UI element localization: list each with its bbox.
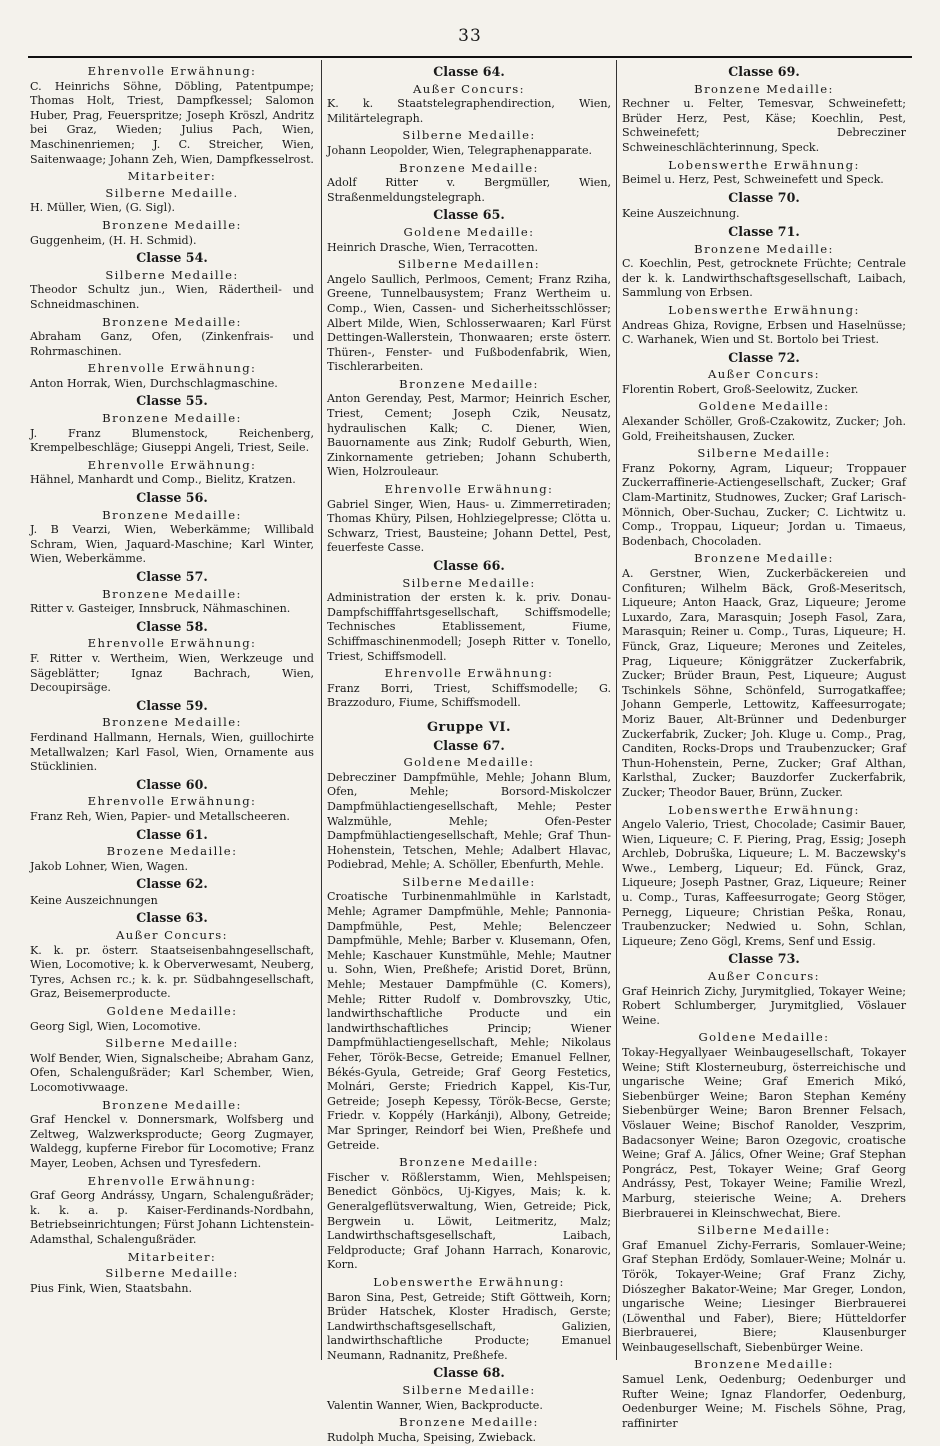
entry-paragraph: Graf Emanuel Zichy-Ferraris, Somlauer-Weine; Graf Stephan Erdödy, Somlauer-Weine; Molnár u. Török, Tokayer-Weine; Graf Franz Zichy, Diószegher Bakator-Weine; Mar Greger, London, ungarische Weine; Liesinger Bierbrauerei (Löwenthal und Faber), Biere; Hütteldorfer Bierbrauerei, Biere; Klausenburger Weinbaugesellschaft, Siebenbürger Weine. (622, 1238, 906, 1354)
section-heading: Lobenswerthe Erwähnung: (373, 1274, 565, 1289)
entry-paragraph: Valentin Wanner, Wien, Backproducte. (327, 1398, 543, 1412)
page-number: 33 (458, 26, 482, 46)
section-heading: Bronzene Medaille: (694, 241, 834, 256)
section-heading: Ehrenvolle Erwähnung: (384, 482, 554, 497)
entry-paragraph: Ritter v. Gasteiger, Innsbruck, Nähmaschinen. (30, 602, 291, 616)
column-divider (616, 60, 617, 1360)
entry-paragraph: Angelo Valerio, Triest, Chocolade; Casimir Bauer, Wien, Liqueure; C. F. Piering, Prag, Essig; Joseph Archleb, Dobruška, Liqueure; L. M. Baczewsky's Wwe., Lemberg, Liqueur; Ed. Fünck, Graz, Liqueure; Joseph Pastner, Graz, Liqueure; Reiner u. Comp., Turas, Kaffeesurrogate; Georg Stöger, Pernegg, Liqueure; Christian Peška, Ronau, Traubenzucker; Nedwied u. Sohn, Schlan, Liqueure; Zeno Gögl, Krems, Senf und Essig. (622, 818, 906, 948)
header-rule (28, 56, 912, 58)
class-heading: Classe 56. (136, 490, 208, 506)
entry-paragraph: K. k. pr. österr. Staatseisenbahngesellschaft, Wien, Locomotive; k. k Oberverwesamt, Neuberg, Tyres, Achsen rc.; k. k. pr. Südbahngesellschaft, Graz, Beisemerproducte. (30, 943, 314, 1001)
entry-paragraph: Angelo Saullich, Perlmoos, Cement; Franz Rziha, Greene, Tunnelbausystem; Franz Wertheim u. Comp., Wien, Cassen- und Sicherheitsschlösser; Albert Milde, Wien, Schlosserwaaren; Karl Fürst Dettingen-Wallerstein, Thonwaaren; erste österr. Thüren-, Fenster- und Fußbodenfabrik, Wien, Tischlerarbeiten. (327, 272, 611, 374)
class-heading: Classe 70. (728, 189, 800, 205)
section-heading: Goldene Medaille: (106, 1004, 238, 1019)
entry-paragraph: Croatische Turbinenmahlmühle in Karlstadt, Mehle; Agramer Dampfmühle, Mehle; Pannonia-Dampfmühle, Pest, Mehle; Belenczeer Dampfmühle, Mehle; Barber v. Klusemann, Ofen, Mehle; Kaschauer Kunstmühle, Mehle; Mautner u. Sohn, Wien, Preßhefe; Aristid Doret, Brünn, Mehle; Mestauer Dampfmühle (C. Komers), Mehle; Ritter Rudolf v. Dombrovszky, Utic, landwirthschaftliche Producte und ein landwirthschaftliches Princip; Wiener Dampfmühlactiengesellschaft, Mehle; Nikolaus Feher, Török-Becse, Getreide; Emanuel Fellner, Békés-Gyula, Getreide; Graf Georg Festetics, Molnári, Gerste; Friedrich Kappel, Kis-Tur, Getreide; Joseph Kepessy, Török-Becse, Gerste; Friedr. v. Koppély (Harkánji), Albony, Getreide; Mar Springer, Reindorf bei Wien, Preßhefe und Getreide. (327, 890, 611, 1152)
class-heading: Classe 65. (433, 207, 505, 223)
entry-paragraph: Franz Pokorny, Agram, Liqueur; Troppauer Zuckerraffinerie-Actiengesellschaft, Zucker; Graf Clam-Martinitz, Studnowes, Zucker; Graf Larisch-Mönnich, Ober-Suchau, Zucker; C. Lichtwitz u. Comp., Troppau, Liqueur; Jordan u. Timaeus, Bodenbach, Chocoladen. (622, 461, 906, 548)
entry-paragraph: Theodor Schultz jun., Wien, Rädertheil- und Schneidmaschinen. (30, 283, 314, 311)
entry-paragraph: Fischer v. Rößlerstamm, Wien, Mehlspeisen; Benedict Gönböcs, Uj-Kigyes, Mais; k. k. Generalgeflütsverwaltung, Wien, Getreide; Pick, Bergwein u. Löwit, Leitmeritz, Malz; Landwirthschaftsgesellschaft, Laibach, Feldproducte; Graf Johann Harrach, Konarovic, Korn. (327, 1170, 611, 1272)
section-heading: Silberne Medaille: (402, 575, 536, 590)
class-heading: Classe 73. (728, 951, 800, 967)
entry-paragraph: Anton Gerenday, Pest, Marmor; Heinrich Escher, Triest, Cement; Joseph Czik, Neusatz, hydraulischen Kalk; C. Diener, Wien, Bauornamente aus Zink; Rudolf Geburth, Wien, Zinkornamente getrieben; Johann Schuberth, Wien, Holzrouleaur. (327, 392, 611, 479)
section-heading: Goldene Medaille: (403, 224, 535, 239)
entry-paragraph: J. B Vearzi, Wien, Weberkämme; Willibald Schram, Wien, Jaquard-Maschine; Karl Winter, Wien, Weberkämme. (30, 523, 314, 566)
entry-paragraph: K. k. Staatstelegraphendirection, Wien, Militärtelegraph. (327, 97, 611, 125)
entry-paragraph: Graf Henckel v. Donnersmark, Wolfsberg und Zeltweg, Walzwerksproducte; Georg Zugmayer, Waldegg, kupferne Firebor für Locomotive; Franz Mayer, Leoben, Achsen und Tyresfedern. (30, 1113, 314, 1170)
section-heading: Außer Concurs: (413, 81, 525, 96)
section-heading: Bronzene Medaille: (102, 507, 242, 522)
section-heading: Bronzene Medaille: (694, 81, 834, 96)
section-heading: Lobenswerthe Erwähnung: (668, 302, 860, 317)
section-heading: Silberne Medaille: (697, 1223, 831, 1238)
section-heading: Bronzene Medaille: (102, 314, 242, 329)
section-heading: Bronzene Medaille: (102, 586, 242, 601)
class-heading: Classe 61. (136, 826, 208, 842)
section-heading: Goldene Medaille: (698, 399, 830, 414)
entry-paragraph: J. Franz Blumenstock, Reichenberg, Krempelbeschläge; Giuseppi Angeli, Triest, Seile. (30, 426, 314, 455)
entry-paragraph: F. Ritter v. Wertheim, Wien, Werkzeuge und Sägeblätter; Ignaz Bachrach, Wien, Decoupirsäge. (30, 651, 314, 695)
entry-paragraph: Jakob Lohner, Wien, Wagen. (30, 859, 189, 873)
entry-paragraph: Georg Sigl, Wien, Locomotive. (30, 1019, 201, 1033)
entry-paragraph: Florentin Robert, Groß-Seelowitz, Zucker. (622, 382, 859, 396)
entry-paragraph: Johann Leopolder, Wien, Telegraphenapparate. (327, 143, 593, 157)
section-heading: Silberne Medaille: (105, 267, 239, 282)
entry-paragraph: A. Gerstner, Wien, Zuckerbäckereien und Confituren; Wilhelm Bäck, Groß-Meseritsch, Liqueure; Anton Haack, Graz, Liqueure; Jerome Luxardo, Zara, Marasquin; Joseph Fasol, Zara, Marasquin; Reiner u. Comp., Turas, Liqueure; H. Fünck, Graz, Liqueure; Merones und Zeiteles, Prag, Liqueure; Königgrätzer Zuckerfabrik, Zucker; Brüder Braun, Pest, Liqueure; August Tschinkels Söhne, Schönfeld, Surrogatkaffee; Johann Gemperle, Lettowitz, Kaffeesurrogate; Moriz Bauer, Alt-Brünner und Dedenburger Zuckerfabrik, Zucker; Joh. Kluge u. Comp., Prag, Canditen, Rocks-Drops und Traubenzucker; Graf Thun-Hohenstein, Perne, Zucker; Graf Althan, Karlsthal, Zucker; Bauzdorfer Zuckerfabrik, Zucker; Theodor Bauer, Brünn, Zucker. (622, 567, 906, 799)
entry-paragraph: Rechner u. Felter, Temesvar, Schweinefett; Brüder Herz, Pest, Käse; Koechlin, Pest, Schweinefett; Debrecziner Schweineschlächterinnung, Speck. (622, 97, 906, 154)
entry-paragraph: Keine Auszeichnung. (622, 207, 740, 221)
section-heading: Silberne Medaille. (105, 185, 239, 200)
section-heading: Bronzene Medaille: (694, 551, 834, 566)
entry-paragraph: Pius Fink, Wien, Staatsbahn. (30, 1281, 193, 1295)
entry-paragraph: Baron Sina, Pest, Getreide; Stift Göttweih, Korn; Brüder Hatschek, Kloster Hradisch, Gerste; Landwirthschaftsgesellschaft, Galizien, landwirthschaftliche Producte; Emanuel Neumann, Radnanitz, Preßhefe. (327, 1290, 611, 1362)
section-heading: Bronzene Medaille: (102, 715, 242, 730)
entry-paragraph: Wolf Bender, Wien, Signalscheibe; Abraham Ganz, Ofen, Schalengußräder; Karl Schember, Wien, Locomotivwaage. (30, 1051, 314, 1094)
column-2 (327, 62, 611, 1446)
class-heading: Classe 60. (136, 776, 208, 792)
entry-paragraph: Debrecziner Dampfmühle, Mehle; Johann Blum, Ofen, Mehle; Borsord-Miskolczer Dampfmühlactiengesellschaft, Mehle; Pester Walzmühle, Mehle; Ofen-Pester Dampfmühlactiengesellschaft, Mehle; Graf Thun-Hohenstein, Tetschen, Mehle; Adalbert Hlavac, Podiebrad, Mehle; A. Schöller, Ebenfurth, Mehle. (327, 770, 611, 872)
column-divider (321, 60, 322, 1360)
section-heading: Silberne Medaillen: (397, 257, 541, 272)
entry-paragraph: Gabriel Singer, Wien, Haus- u. Zimmerretiraden; Thomas Khüry, Pilsen, Hohlziegelpresse; Clötta u. Schwarz, Triest, Bausteine; Johann Dettel, Pest, feuerfeste Casse. (327, 497, 611, 555)
section-heading: Mitarbeiter: (127, 1249, 217, 1264)
entry-paragraph: Graf Georg Andrássy, Ungarn, Schalengußräder; k. k. a. p. Kaiser-Ferdinands-Nordbahn, Betriebseinrichtungen; Fürst Johann Lichtenstein-Adamsthal, Schalengußräder. (30, 1189, 314, 1246)
column-3 (622, 62, 906, 1432)
section-heading: Bronzene Medaille: (102, 411, 242, 426)
entry-paragraph: Hähnel, Manhardt und Comp., Bielitz, Kratzen. (30, 473, 296, 487)
entry-paragraph: Keine Auszeichnungen (30, 893, 158, 907)
section-heading: Brozene Medaille: (106, 844, 238, 859)
section-heading: Goldene Medaille: (403, 755, 535, 770)
class-heading: Classe 57. (136, 569, 208, 584)
section-heading: Lobenswerthe Erwähnung: (668, 157, 860, 172)
class-heading: Classe 58. (136, 618, 208, 634)
entry-paragraph: Franz Borri, Triest, Schiffsmodelle; G. Brazzoduro, Fiume, Schiffsmodell. (327, 681, 611, 710)
class-heading: Classe 68. (433, 1365, 505, 1381)
entry-paragraph: Adolf Ritter v. Bergmüller, Wien, Straßenmeldungstelegraph. (327, 176, 611, 204)
section-heading: Außer Concurs: (116, 928, 228, 943)
class-heading: Classe 55. (136, 393, 208, 409)
entry-paragraph: Anton Horrak, Wien, Durchschlagmaschine. (30, 376, 278, 390)
section-heading: Bronzene Medaille: (102, 217, 242, 232)
section-heading: Ehrenvolle Erwähnung: (87, 794, 257, 809)
section-heading: Ehrenvolle Erwähnung: (87, 1173, 257, 1188)
class-heading: Classe 72. (728, 349, 800, 365)
section-heading: Ehrenvolle Erwähnung: (87, 636, 257, 651)
entry-paragraph: Franz Reh, Wien, Papier- und Metallscheeren. (30, 809, 290, 823)
class-heading: Classe 71. (728, 223, 800, 239)
section-heading: Ehrenvolle Erwähnung: (87, 64, 257, 78)
section-heading: Außer Concurs: (708, 367, 820, 382)
section-heading: Bronzene Medaille: (399, 1415, 539, 1430)
section-heading: Ehrenvolle Erwähnung: (87, 361, 257, 376)
section-heading: Bronzene Medaille: (399, 376, 539, 391)
section-heading: Bronzene Medaille: (399, 160, 539, 175)
section-heading: Silberne Medaille: (105, 1036, 239, 1051)
entry-paragraph: H. Müller, Wien, (G. Sigl). (30, 201, 176, 215)
class-heading: Classe 54. (136, 250, 208, 266)
entry-paragraph: Abraham Ganz, Ofen, (Zinkenfrais- und Rohrmaschinen. (30, 330, 314, 358)
entry-paragraph: Alexander Schöller, Groß-Czakowitz, Zucker; Joh. Gold, Freiheitshausen, Zucker. (622, 415, 906, 443)
section-heading: Bronzene Medaille: (399, 1155, 539, 1170)
entry-paragraph: Administration der ersten k. k. priv. Donau-Dampfschifffahrtsgesellschaft, Schiffsmodelle; Technisches Etablissement, Fiume, Schiffmaschinenmodell; Joseph Ritter v. Tonello, Triest, Schiffsmodell. (327, 591, 611, 663)
section-heading: Bronzene Medaille: (694, 1357, 834, 1372)
entry-paragraph: C. Heinrichs Söhne, Döbling, Patentpumpe; Thomas Holt, Triest, Dampfkessel; Salomon Huber, Prag, Feuerspritze; Joseph Kröszl, Andritz bei Graz, Wieden; Julius Pach, Wien, Maschinenriemen; J. C. Streicher, Wien, Saitenwaage; Johann Zeh, Wien, Dampfkesselrost. (30, 79, 314, 166)
entry-paragraph: Graf Heinrich Zichy, Jurymitglied, Tokayer Weine; Robert Schlumberger, Jurymitglied, Vöslauer Weine. (622, 984, 906, 1027)
group-heading: Gruppe VI. (426, 719, 512, 735)
entry-paragraph: Samuel Lenk, Oedenburg; Oedenburger und Rufter Weine; Ignaz Flandorfer, Oedenburg, Oedenburger Weine; M. Fischels Söhne, Prag, raffinirter (622, 1373, 906, 1430)
section-heading: Silberne Medaille: (402, 1383, 536, 1398)
section-heading: Silberne Medaille: (105, 1266, 239, 1281)
section-heading: Goldene Medaille: (698, 1030, 830, 1045)
entry-paragraph: Andreas Ghiza, Rovigne, Erbsen und Haselnüsse; C. Warhanek, Wien und St. Bortolo bei Triest. (622, 318, 906, 347)
class-heading: Classe 62. (136, 876, 208, 892)
section-heading: Mitarbeiter: (127, 169, 217, 184)
section-heading: Außer Concurs: (708, 969, 820, 984)
section-heading: Ehrenvolle Erwähnung: (87, 457, 257, 472)
section-heading: Silberne Medaille: (402, 128, 536, 143)
section-heading: Lobenswerthe Erwähnung: (668, 802, 860, 817)
section-heading: Silberne Medaille: (697, 446, 831, 461)
class-heading: Classe 63. (136, 910, 208, 926)
section-heading: Silberne Medaille: (402, 874, 536, 889)
entry-paragraph: Heinrich Drasche, Wien, Terracotten. (327, 240, 539, 254)
entry-paragraph: Guggenheim, (H. H. Schmid). (30, 233, 197, 247)
entry-paragraph: Tokay-Hegyallyaer Weinbaugesellschaft, Tokayer Weine; Stift Klosterneuburg, österreichische und ungarische Weine; Graf Emerich Mikó, Siebenbürger Weine; Baron Stephan Kemény Siebenbürger Weine; Baron Brenner Felsach, Vöslauer Weine; Bischof Ranolder, Veszprim, Badacsonyer Weine; Baron Ozegovic, croatische Weine; Graf A. Jálics, Ofner Weine; Graf Stephan Pongrácz, Pest, Tokayer Weine; Graf Georg Andrássy, Pest, Tokayer Weine; Familie Wrezl, Marburg, steierische Weine; A. Drehers Bierbrauerei in Kleinschwechat, Biere. (622, 1046, 906, 1220)
class-heading: Classe 64. (433, 64, 505, 79)
entry-paragraph: Beimel u. Herz, Pest, Schweinefett und Speck. (622, 173, 884, 187)
entry-paragraph: Ferdinand Hallmann, Hernals, Wien, guillochirte Metallwalzen; Karl Fasol, Wien, Ornamente aus Stücklinien. (30, 730, 314, 774)
section-heading: Ehrenvolle Erwähnung: (384, 666, 554, 681)
class-heading: Classe 67. (433, 737, 505, 753)
class-heading: Classe 66. (433, 558, 505, 573)
entry-paragraph: C. Koechlin, Pest, getrocknete Früchte; Centrale der k. k. Landwirthschaftsgesellschaft, Laibach, Sammlung von Erbsen. (622, 257, 906, 300)
entry-paragraph: Rudolph Mucha, Speising, Zwieback. (327, 1430, 536, 1444)
column-1 (30, 62, 314, 1297)
section-heading: Bronzene Medaille: (102, 1097, 242, 1112)
class-heading: Classe 59. (136, 697, 208, 713)
class-heading: Classe 69. (728, 64, 800, 79)
